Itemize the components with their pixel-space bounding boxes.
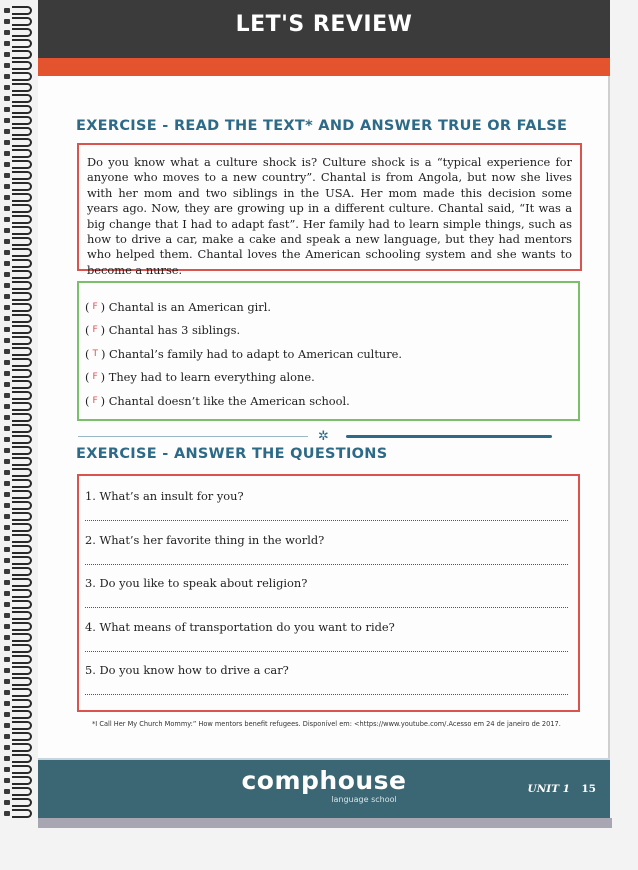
spiral-ring — [4, 248, 34, 258]
spiral-ring — [4, 765, 34, 775]
spiral-ring — [4, 270, 34, 280]
spiral-ring — [4, 6, 34, 16]
spiral-ring — [4, 545, 34, 555]
spiral-ring — [4, 600, 34, 610]
reading-text-box — [77, 143, 582, 277]
spiral-ring — [4, 303, 34, 313]
footnote: *I Call Her My Church Mommy:” How mentors benefit refugees. Disponível em: <https://www.youtube.com/.Acesso em 24 de janeiro de 2017. — [92, 720, 561, 728]
page-header — [38, 0, 610, 58]
spiral-ring — [4, 193, 34, 203]
answer-line[interactable] — [85, 651, 568, 652]
page-footer — [38, 760, 610, 818]
spiral-ring — [4, 677, 34, 687]
question-text: 5. Do you know how to drive a car? — [85, 663, 289, 677]
reading-text: Do you know what a culture shock is? Culture shock is a “typical experience for anyone who moves to a new country”. Chantal is from Angola, but now she lives with her mom and two siblings in the USA. Her mom made this decision some years ago. Now, they are growing up in a different culture. Chantal said, “It was a big change that I had to adapt fast”. Her family had to learn simple things, such as how to drive a car, make a cake and speak a new language, but they had mentors who helped them. Chantal loves the American schooling system and she wants to become a nurse. — [87, 155, 572, 277]
spiral-ring — [4, 127, 34, 137]
spiral-ring — [4, 644, 34, 654]
spiral-ring — [4, 325, 34, 335]
tf-statement-text: Chantal doesn’t like the American school. — [108, 393, 350, 408]
spiral-ring — [4, 259, 34, 269]
spiral-ring — [4, 281, 34, 291]
spiral-ring — [4, 138, 34, 148]
spiral-ring — [4, 17, 34, 27]
logo-subtitle: language school — [331, 795, 397, 804]
spiral-ring — [4, 534, 34, 544]
tf-statement: ( F ) Chantal is an American girl. — [85, 299, 272, 314]
tf-statement-text: They had to learn everything alone. — [108, 370, 315, 385]
spiral-ring — [4, 105, 34, 115]
spiral-ring — [4, 743, 34, 753]
spiral-ring — [4, 479, 34, 489]
spiral-ring — [4, 688, 34, 698]
spiral-ring — [4, 699, 34, 709]
spiral-ring — [4, 171, 34, 181]
tf-answer[interactable]: F — [92, 372, 98, 383]
question-text: 3. Do you like to speak about religion? — [85, 576, 308, 590]
tf-answer[interactable]: F — [92, 395, 98, 406]
question-item — [85, 617, 572, 661]
spiral-ring — [4, 776, 34, 786]
spiral-ring — [4, 149, 34, 159]
question-text: 4. What means of transportation do you want to ride? — [85, 619, 395, 634]
spiral-ring — [4, 754, 34, 764]
page-title: LET'S REVIEW — [235, 12, 413, 37]
question-item — [85, 573, 572, 617]
spiral-ring — [4, 556, 34, 566]
tf-statement: ( F ) Chantal doesn’t like the American school. — [85, 393, 350, 408]
spiral-ring — [4, 237, 34, 247]
answer-line[interactable] — [85, 694, 568, 695]
divider-line-left — [78, 436, 308, 437]
spiral-ring — [4, 490, 34, 500]
spiral-ring — [4, 336, 34, 346]
answer-line[interactable] — [85, 520, 568, 521]
spiral-ring — [4, 182, 34, 192]
spiral-ring — [4, 666, 34, 676]
spiral-ring — [4, 622, 34, 632]
tf-answer[interactable]: F — [92, 301, 98, 312]
spiral-ring — [4, 369, 34, 379]
divider-line-right — [346, 435, 552, 438]
tf-statement: ( T ) Chantal’s family had to adapt to American culture. — [85, 346, 403, 361]
spiral-ring — [4, 633, 34, 643]
spiral-ring — [4, 83, 34, 93]
exercise-2-title: EXERCISE - ANSWER THE QUESTIONS — [76, 446, 388, 462]
spiral-ring — [4, 457, 34, 467]
question-text: 1. What’s an insult for you? — [85, 489, 244, 503]
question-item — [85, 660, 572, 704]
spiral-ring — [4, 391, 34, 401]
tf-statement-text: Chantal’s family had to adapt to American culture. — [109, 346, 403, 361]
spiral-ring — [4, 732, 34, 742]
spiral-ring — [4, 787, 34, 797]
spiral-ring — [4, 215, 34, 225]
spiral-ring — [4, 512, 34, 522]
spiral-ring — [4, 721, 34, 731]
answer-line[interactable] — [85, 607, 568, 608]
tf-statement: ( F ) They had to learn everything alone. — [85, 370, 315, 385]
spiral-ring — [4, 28, 34, 38]
spiral-ring — [4, 424, 34, 434]
spiral-ring — [4, 589, 34, 599]
spiral-ring — [4, 94, 34, 104]
comphouse-logo: comphouse — [241, 766, 407, 795]
spiral-ring — [4, 611, 34, 621]
spiral-ring — [4, 39, 34, 49]
page-edge-shadow — [38, 818, 612, 828]
spiral-ring — [4, 446, 34, 456]
spiral-ring — [4, 567, 34, 577]
page-number: 15 — [581, 783, 596, 795]
spiral-ring — [4, 226, 34, 236]
exercise-1-title: EXERCISE - READ THE TEXT* AND ANSWER TRUE OR FALSE — [76, 118, 568, 134]
spiral-ring — [4, 402, 34, 412]
spiral-ring — [4, 655, 34, 665]
spiral-ring — [4, 523, 34, 533]
tf-answer[interactable]: F — [92, 325, 98, 336]
answer-line[interactable] — [85, 564, 568, 565]
question-text: 2. What’s her favorite thing in the world? — [85, 532, 325, 547]
header-accent-stripe — [38, 58, 610, 76]
spiral-ring — [4, 710, 34, 720]
tf-statement: ( F ) Chantal has 3 siblings. — [85, 323, 241, 338]
spiral-binding — [4, 6, 38, 826]
spiral-ring — [4, 578, 34, 588]
spiral-ring — [4, 314, 34, 324]
spiral-ring — [4, 358, 34, 368]
spiral-ring — [4, 292, 34, 302]
unit-label: UNIT 1 — [527, 783, 570, 795]
tf-statement-text: Chantal is an American girl. — [108, 299, 272, 314]
true-false-box — [77, 281, 580, 421]
spiral-ring — [4, 501, 34, 511]
tf-answer[interactable]: T — [92, 348, 98, 359]
section-divider — [78, 429, 552, 444]
spiral-ring — [4, 413, 34, 423]
spiral-ring — [4, 204, 34, 214]
spiral-ring — [4, 468, 34, 478]
spiral-ring — [4, 72, 34, 82]
question-item — [85, 486, 572, 530]
spiral-ring — [4, 380, 34, 390]
spiral-ring — [4, 160, 34, 170]
spiral-ring — [4, 61, 34, 71]
tf-statement-text: Chantal has 3 siblings. — [108, 323, 241, 338]
questions-box — [77, 474, 580, 712]
spiral-ring — [4, 116, 34, 126]
spiral-ring — [4, 809, 34, 819]
spiral-ring — [4, 798, 34, 808]
question-item — [85, 530, 572, 574]
spiral-ring — [4, 50, 34, 60]
spiral-ring — [4, 435, 34, 445]
spiral-ring — [4, 347, 34, 357]
ornament-icon: ✲ — [318, 429, 329, 444]
